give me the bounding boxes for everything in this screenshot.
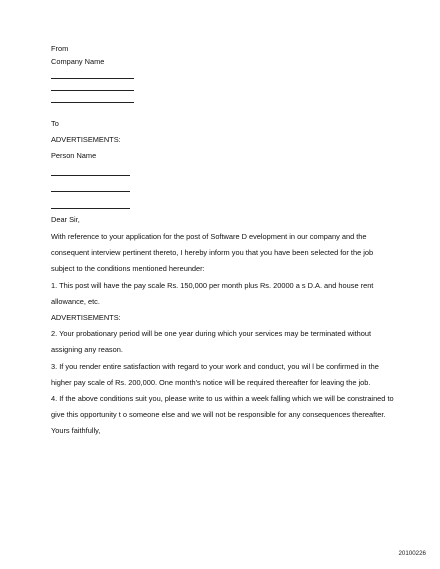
- body-line: subject to the conditions mentioned hereunder:: [51, 264, 205, 273]
- body-line: allowance, etc.: [51, 297, 100, 306]
- body-line: assigning any reason.: [51, 345, 123, 354]
- sender-address-line-3: [51, 102, 134, 103]
- person-name-label: Person Name: [51, 151, 97, 160]
- body-line: consequent interview pertinent thereto, I hereby inform you that you have been selected for the job: [51, 248, 374, 257]
- salutation: Dear Sir,: [51, 215, 80, 224]
- body-line: higher pay scale of Rs. 200,000. One month's notice will be required thereafter for leaving the job.: [51, 378, 371, 387]
- body-line: give this opportunity t o someone else and we will not be responsible for any consequences thereafter.: [51, 410, 386, 419]
- sender-address-line-2: [51, 90, 134, 91]
- company-name-label: Company Name: [51, 57, 105, 66]
- recipient-address-line-1: [51, 175, 130, 176]
- to-label: To: [51, 119, 59, 128]
- body-line: ADVERTISEMENTS:: [51, 313, 121, 322]
- recipient-address-line-2: [51, 191, 130, 192]
- body-line: With reference to your application for the post of Software D evelopment in our company and the: [51, 232, 367, 241]
- to-addressee: ADVERTISEMENTS:: [51, 135, 121, 144]
- sender-address-line-1: [51, 78, 134, 79]
- body-line: 4. If the above conditions suit you, please write to us within a week falling which we will be constrained to: [51, 394, 394, 403]
- footer-code: 20100226: [398, 550, 426, 557]
- closing: Yours faithfully,: [51, 426, 101, 435]
- body-line: 2. Your probationary period will be one year during which your services may be terminated without: [51, 329, 372, 338]
- from-label: From: [51, 44, 69, 53]
- body-line: 3. If you render entire satisfaction with regard to your work and conduct, you wil l be confirmed in the: [51, 362, 379, 371]
- body-line: 1. This post will have the pay scale Rs. 150,000 per month plus Rs. 20000 a s D.A. and house rent: [51, 281, 374, 290]
- recipient-address-line-3: [51, 208, 130, 209]
